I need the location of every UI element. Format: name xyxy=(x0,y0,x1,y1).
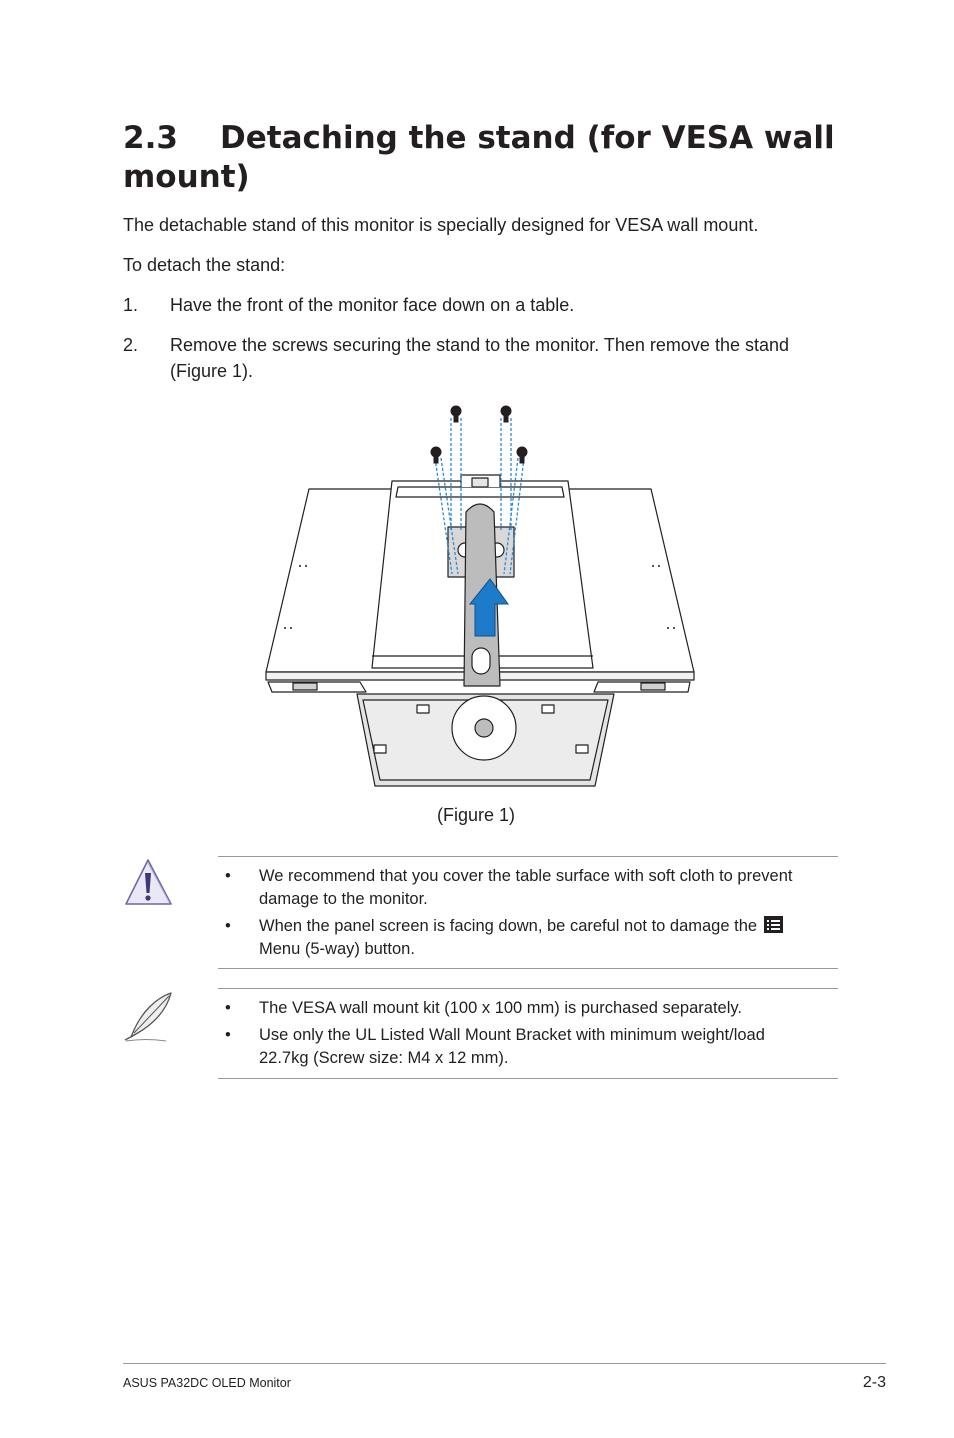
caution-list xyxy=(218,865,838,965)
footer-product-name: ASUS PA32DC OLED Monitor xyxy=(123,1376,291,1390)
step-number: 1. xyxy=(123,295,139,315)
step-2 xyxy=(123,332,803,384)
section-heading xyxy=(123,119,843,197)
note-bottom-rule xyxy=(218,1078,838,1079)
lead-paragraph: To detach the stand: xyxy=(123,255,286,275)
caution-top-rule xyxy=(218,856,838,857)
caution-item: • When the panel screen is facing down, be careful not to damage the Menu (5-way) button. xyxy=(218,915,838,961)
warning-triangle-icon xyxy=(123,857,175,912)
step-number: 2. xyxy=(123,335,139,355)
step-text: Have the front of the monitor face down on a table. xyxy=(170,295,575,315)
caution-item: • We recommend that you cover the table surface with soft cloth to prevent damage to the monitor. xyxy=(225,867,793,908)
footer-page-number: 2-3 xyxy=(862,1374,886,1391)
intro-paragraph: The detachable stand of this monitor is specially designed for VESA wall mount. xyxy=(123,215,759,235)
figure-caption: (Figure 1) xyxy=(437,805,516,825)
caution-bottom-rule xyxy=(218,968,838,969)
note-top-rule xyxy=(218,988,838,989)
section-title: Detaching the stand (for VESA wall mount) xyxy=(123,120,835,195)
figure-monitor-stand-removal xyxy=(262,398,698,790)
note-item: • The VESA wall mount kit (100 x 100 mm) is purchased separately. xyxy=(225,999,742,1017)
step-text: Remove the screws securing the stand to the monitor. Then remove the stand (Figure 1). xyxy=(170,335,789,381)
note-list xyxy=(218,997,838,1074)
section-number: 2.3 xyxy=(123,120,178,156)
footer-rule xyxy=(123,1363,886,1364)
feather-quill-icon xyxy=(122,990,178,1051)
menu-button-icon xyxy=(764,916,783,933)
step-1 xyxy=(123,292,823,318)
note-item: • Use only the UL Listed Wall Mount Bracket with minimum weight/load 22.7kg (Screw size: M4 x 12 mm). xyxy=(225,1026,765,1067)
